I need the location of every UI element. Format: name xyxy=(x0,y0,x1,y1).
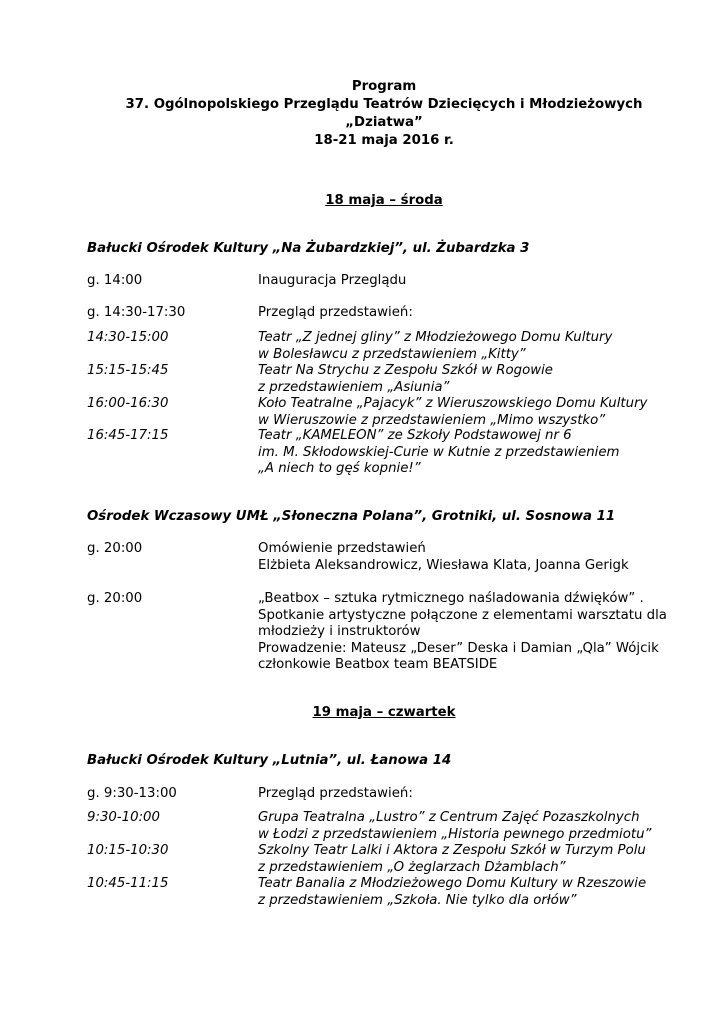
description-line: z przedstawieniem „Szkoła. Nie tylko dla orłów” xyxy=(258,892,577,908)
schedule-time: g. 20:00 xyxy=(87,591,143,606)
description-line: Teatr Banalia z Młodzieżowego Domu Kultury w Rzeszowie xyxy=(258,876,647,891)
day-heading-19-may: 19 maja – czwartek xyxy=(312,705,456,720)
performance-description xyxy=(258,876,703,909)
description-line: w Wieruszowie z przedstawieniem „Mimo wszystko” xyxy=(258,412,606,428)
venue-heading: Bałucki Ośrodek Kultury „Na Żubardzkiej”, ul. Żubardzka 3 xyxy=(87,241,530,256)
description-line: Przegląd przedstawień: xyxy=(258,305,413,320)
description-line: Teatr „KAMELEON” ze Szkoły Podstawowej nr 6 xyxy=(258,428,572,443)
schedule-description xyxy=(258,786,703,803)
description-line: Teatr „Z jednej gliny” z Młodzieżowego Domu Kultury xyxy=(258,330,613,345)
schedule-description xyxy=(258,591,703,674)
performance-time: 16:45-17:15 xyxy=(87,428,169,443)
description-line: członkowie Beatbox team BEATSIDE xyxy=(258,657,498,672)
performance-description xyxy=(258,330,703,363)
schedule-time: g. 14:30-17:30 xyxy=(87,305,186,320)
performance-time: 9:30-10:00 xyxy=(87,810,160,825)
venue-heading: Bałucki Ośrodek Kultury „Lutnia”, ul. Łanowa 14 xyxy=(87,753,452,768)
schedule-description xyxy=(258,305,703,322)
description-line: Inauguracja Przeglądu xyxy=(258,273,407,288)
description-line: Koło Teatralne „Pajacyk” z Wieruszowskiego Domu Kultury xyxy=(258,396,648,411)
schedule-time: g. 14:00 xyxy=(87,273,143,288)
performance-description xyxy=(258,428,703,478)
title-line-festival: 37. Ogólnopolskiego Przeglądu Teatrów Dziecięcych i Młodzieżowych xyxy=(125,97,643,112)
day-heading-18-may: 18 maja – środa xyxy=(325,193,443,208)
performance-time: 16:00-16:30 xyxy=(87,396,169,411)
performance-time: 14:30-15:00 xyxy=(87,330,169,345)
performance-description xyxy=(258,843,703,876)
description-line: Teatr Na Strychu z Zespołu Szkół w Rogowie xyxy=(258,363,553,378)
schedule-time: g. 9:30-13:00 xyxy=(87,786,177,801)
performance-description xyxy=(258,810,703,843)
description-line: w Bolesławcu z przedstawieniem „Kitty” xyxy=(258,346,526,362)
description-line: Szkolny Teatr Lalki i Aktora z Zespołu Szkół w Turzym Polu xyxy=(258,843,646,858)
description-line: Omówienie przedstawień xyxy=(258,541,426,556)
schedule-description xyxy=(258,541,703,574)
description-line: „Beatbox – sztuka rytmicznego naśladowania dźwięków” . xyxy=(258,591,644,606)
title-line-dates: 18-21 maja 2016 r. xyxy=(314,133,454,148)
performance-time: 10:15-10:30 xyxy=(87,843,169,858)
description-line: „A niech to gęś kopnie!” xyxy=(258,461,421,476)
program-title xyxy=(0,78,725,150)
schedule-description xyxy=(258,273,703,290)
schedule-time: g. 20:00 xyxy=(87,541,143,556)
description-line: w Łodzi z przedstawieniem „Historia pewnego przedmiotu” xyxy=(258,826,652,842)
performance-description xyxy=(258,363,703,396)
description-line: Grupa Teatralna „Lustro” z Centrum Zajęć Pozaszkolnych xyxy=(258,810,640,825)
description-line: Elżbieta Aleksandrowicz, Wiesława Klata, Joanna Gerigk xyxy=(258,557,629,573)
description-line: z przedstawieniem „Asiunia” xyxy=(258,379,450,395)
description-line: z przedstawieniem „O żeglarzach Dżamblach” xyxy=(258,859,566,875)
venue-heading: Ośrodek Wczasowy UMŁ „Słoneczna Polana”, Grotniki, ul. Sosnowa 11 xyxy=(87,509,616,524)
performance-time: 10:45-11:15 xyxy=(87,876,169,891)
title-line-name: „Dziatwa” xyxy=(345,115,423,130)
performance-time: 15:15-15:45 xyxy=(87,363,169,378)
description-line: im. M. Skłodowskiej-Curie w Kutnie z przedstawieniem xyxy=(258,444,620,460)
description-line: Przegląd przedstawień: xyxy=(258,786,413,801)
title-line-program: Program xyxy=(351,79,417,94)
description-line: młodzieży i instruktorów xyxy=(258,624,421,639)
description-line: Spotkanie artystyczne połączone z elementami warsztatu dla xyxy=(258,607,667,623)
description-line: Prowadzenie: Mateusz „Deser” Deska i Damian „Qla” Wójcik xyxy=(258,640,659,656)
performance-description xyxy=(258,396,703,429)
